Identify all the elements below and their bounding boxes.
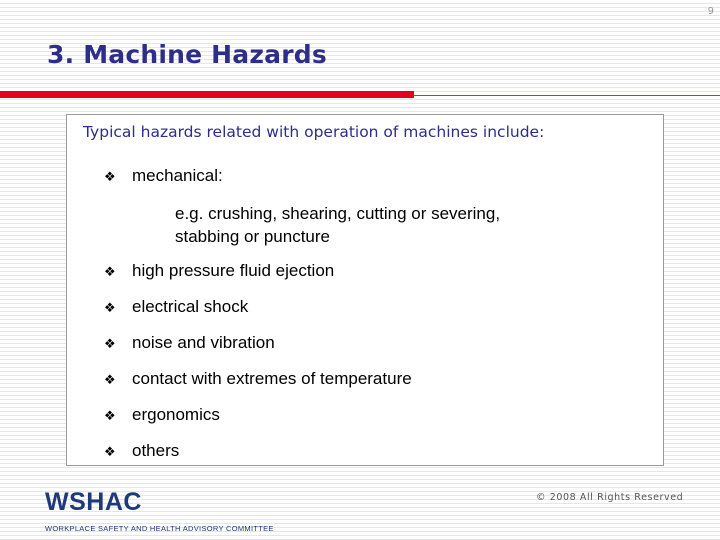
hazard-label: ergonomics (132, 405, 220, 424)
hazard-item-noise-vibration (104, 333, 275, 353)
hazard-label: electrical shock (132, 297, 249, 316)
diamond-bullet-icon: ❖ (104, 443, 116, 459)
wshac-logo (45, 490, 274, 533)
logo-subtitle: WORKPLACE SAFETY AND HEALTH ADVISORY COMMITTEE (45, 524, 274, 533)
diamond-bullet-icon: ❖ (104, 407, 116, 423)
page-number: 9 (707, 6, 714, 17)
hazard-item-fluid-ejection (104, 261, 334, 281)
diamond-bullet-icon: ❖ (104, 371, 116, 387)
hazard-label: noise and vibration (132, 333, 275, 352)
diamond-bullet-icon: ❖ (104, 335, 116, 351)
hazard-item-temperature (104, 369, 412, 389)
hazard-item-ergonomics (104, 405, 220, 425)
example-line: stabbing or puncture (175, 227, 330, 246)
mechanical-examples (175, 202, 500, 248)
diamond-bullet-icon: ❖ (104, 168, 116, 184)
example-line: e.g. crushing, shearing, cutting or severing, (175, 204, 501, 223)
slide-title: 3. Machine Hazards (47, 40, 327, 69)
title-underline-red (0, 91, 414, 98)
title-underline-thin (414, 95, 720, 96)
hazard-item-electrical-shock (104, 297, 248, 317)
hazard-item-mechanical (104, 166, 223, 186)
hazard-item-others (104, 441, 179, 461)
copyright-notice: © 2008 All Rights Reserved (536, 492, 684, 503)
hazard-label: high pressure fluid ejection (132, 261, 335, 280)
hazard-label: mechanical: (132, 166, 223, 185)
hazard-label: others (132, 441, 180, 460)
diamond-bullet-icon: ❖ (104, 263, 116, 279)
intro-text: Typical hazards related with operation of machines include: (83, 123, 545, 141)
content-box (66, 114, 664, 466)
logo-wordmark: WSHAC (45, 488, 142, 516)
diamond-bullet-icon: ❖ (104, 299, 116, 315)
hazard-label: contact with extremes of temperature (132, 369, 412, 388)
